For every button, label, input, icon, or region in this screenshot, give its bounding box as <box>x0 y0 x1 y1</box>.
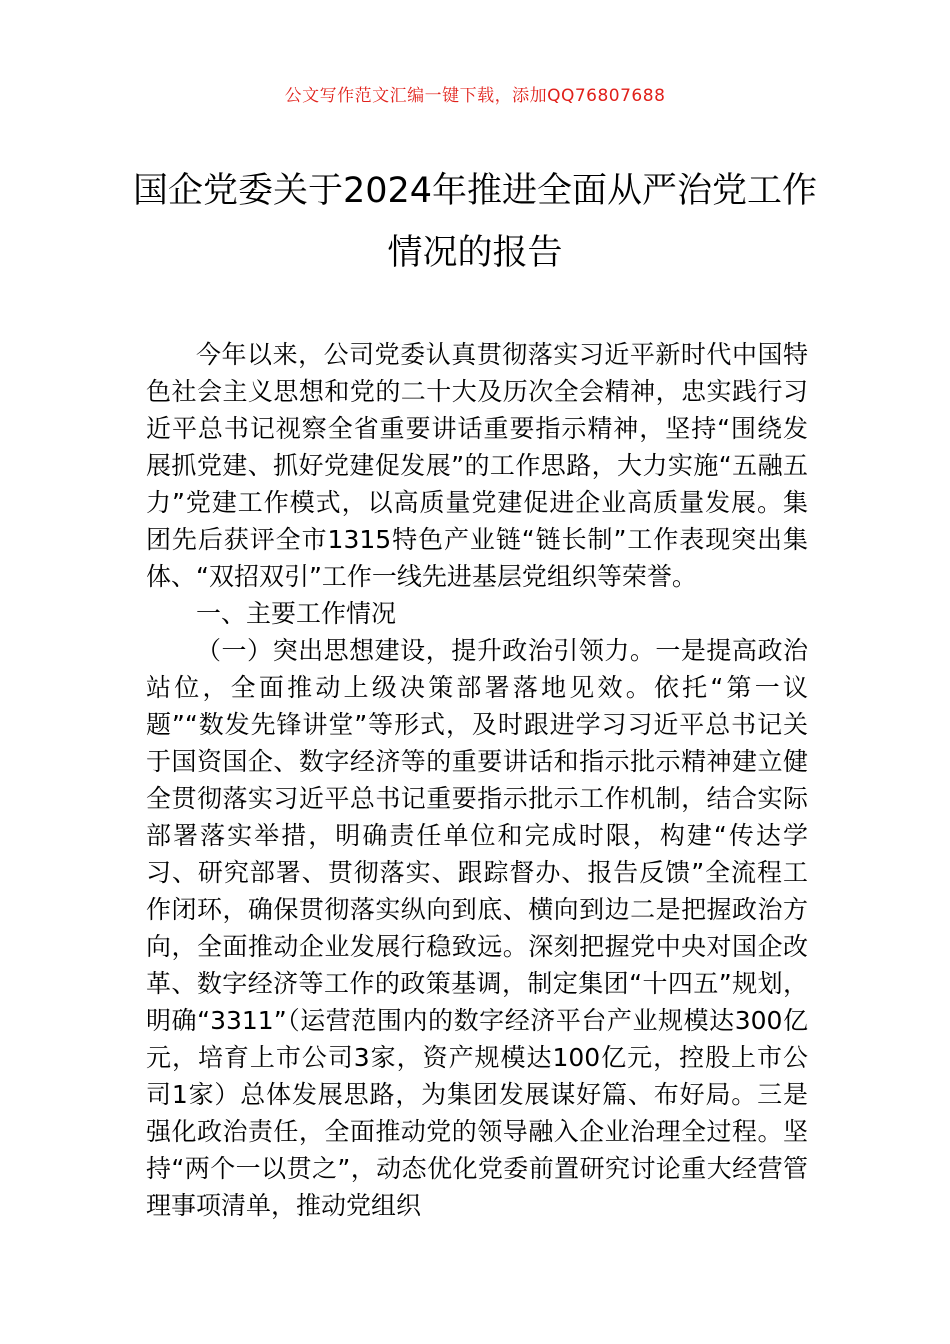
document-body <box>146 336 808 1224</box>
section-paragraph: （一）突出思想建设，提升政治引领力。一是提高政治站位，全面推动上级决策部署落地见效。依托“第一议题”“数发先锋讲堂”等形式，及时跟进学习习近平总书记关于国资国企、数字经济等的重要讲话和指示批示精神建立健全贯彻落实习近平总书记重要指示批示工作机制，结合实际部署落实举措，明确责任单位和完成时限，构建“传达学习、研究部署、贯彻落实、跟踪督办、报告反馈”全流程工作闭环，确保贯彻落实纵向到底、横向到边二是把握政治方向，全面推动企业发展行稳致远。深刻把握党中央对国企改革、数字经济等工作的政策基调，制定集团“十四五”规划，明确“3311”（运营范围内的数字经济平台产业规模达300亿元，培育上市公司3家，资产规模达100亿元，控股上市公司1家）总体发展思路，为集团发展谋好篇、布好局。三是强化政治责任，全面推动党的领导融入企业治理全过程。坚持“两个一以贯之”，动态优化党委前置研究讨论重大经营管理事项清单，推动党组织 <box>146 636 808 1220</box>
intro-paragraph: 今年以来，公司党委认真贯彻落实习近平新时代中国特色社会主义思想和党的二十大及历次全会精神，忠实践行习近平总书记视察全省重要讲话重要指示精神，坚持“围绕发展抓党建、抓好党建促发展”的工作思路，大力实施“五融五力”党建工作模式，以高质量党建促进企业高质量发展。集团先后获评全市1315特色产业链“链长制”工作表现突出集体、“双招双引”工作一线先进基层党组织等荣誉。 <box>146 340 808 591</box>
document-title: 国企党委关于2024年推进全面从严治党工作情况的报告 <box>132 171 818 273</box>
promo-banner[interactable]: 公文写作范文汇编一键下载，添加QQ76807688 <box>284 86 666 106</box>
section-heading: 一、主要工作情况 <box>196 599 397 628</box>
